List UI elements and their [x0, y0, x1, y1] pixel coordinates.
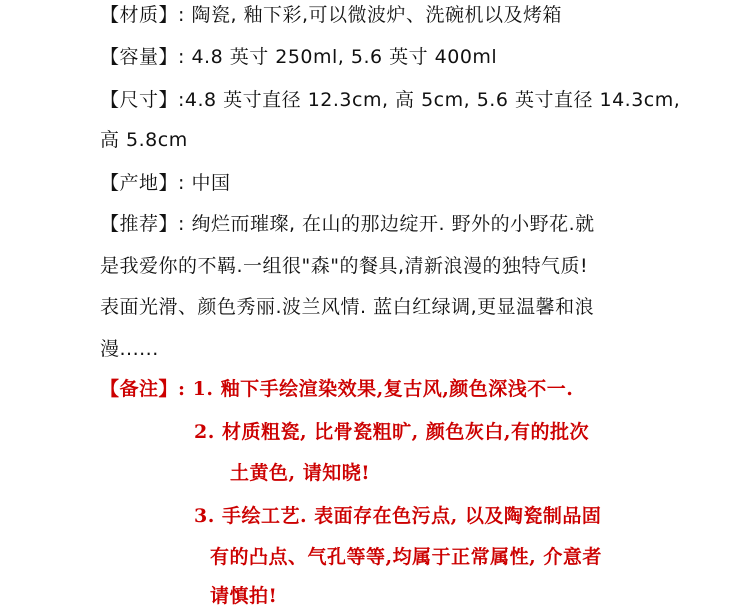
size-line-1: 【尺寸】:4.8 英寸直径 12.3cm, 高 5cm, 5.6 英寸直径 14.3cm,: [100, 89, 681, 111]
note-2-line-1: 2. 材质粗瓷, 比骨瓷粗旷, 颜色灰白,有的批次: [194, 421, 590, 443]
recommend-line-4: 漫......: [100, 338, 159, 360]
recommend-line-3: 表面光滑、颜色秀丽.波兰风情. 蓝白红绿调,更显温馨和浪: [100, 296, 595, 318]
material-line: 【材质】: 陶瓷, 釉下彩,可以微波炉、洗碗机以及烤箱: [100, 4, 563, 26]
recommend-line-1: 【推荐】: 绚烂而璀璨, 在山的那边绽开. 野外的小野花.就: [100, 213, 595, 235]
note-3-line-1: 3. 手绘工艺. 表面存在色污点, 以及陶瓷制品固: [194, 505, 602, 527]
size-line-2: 高 5.8cm: [100, 129, 188, 151]
note-1: 【备注】: 1. 釉下手绘渲染效果,复古风,颜色深浅不一.: [100, 378, 574, 400]
recommend-line-2: 是我爱你的不羁.一组很"森"的餐具,清新浪漫的独特气质!: [100, 255, 589, 277]
capacity-line: 【容量】: 4.8 英寸 250ml, 5.6 英寸 400ml: [100, 46, 498, 68]
note-3-line-3: 请慎拍!: [210, 585, 278, 607]
origin-line: 【产地】: 中国: [100, 172, 231, 194]
note-2-line-2: 土黄色, 请知晓!: [230, 462, 371, 484]
note-3-line-2: 有的凸点、气孔等等,均属于正常属性, 介意者: [210, 546, 602, 568]
